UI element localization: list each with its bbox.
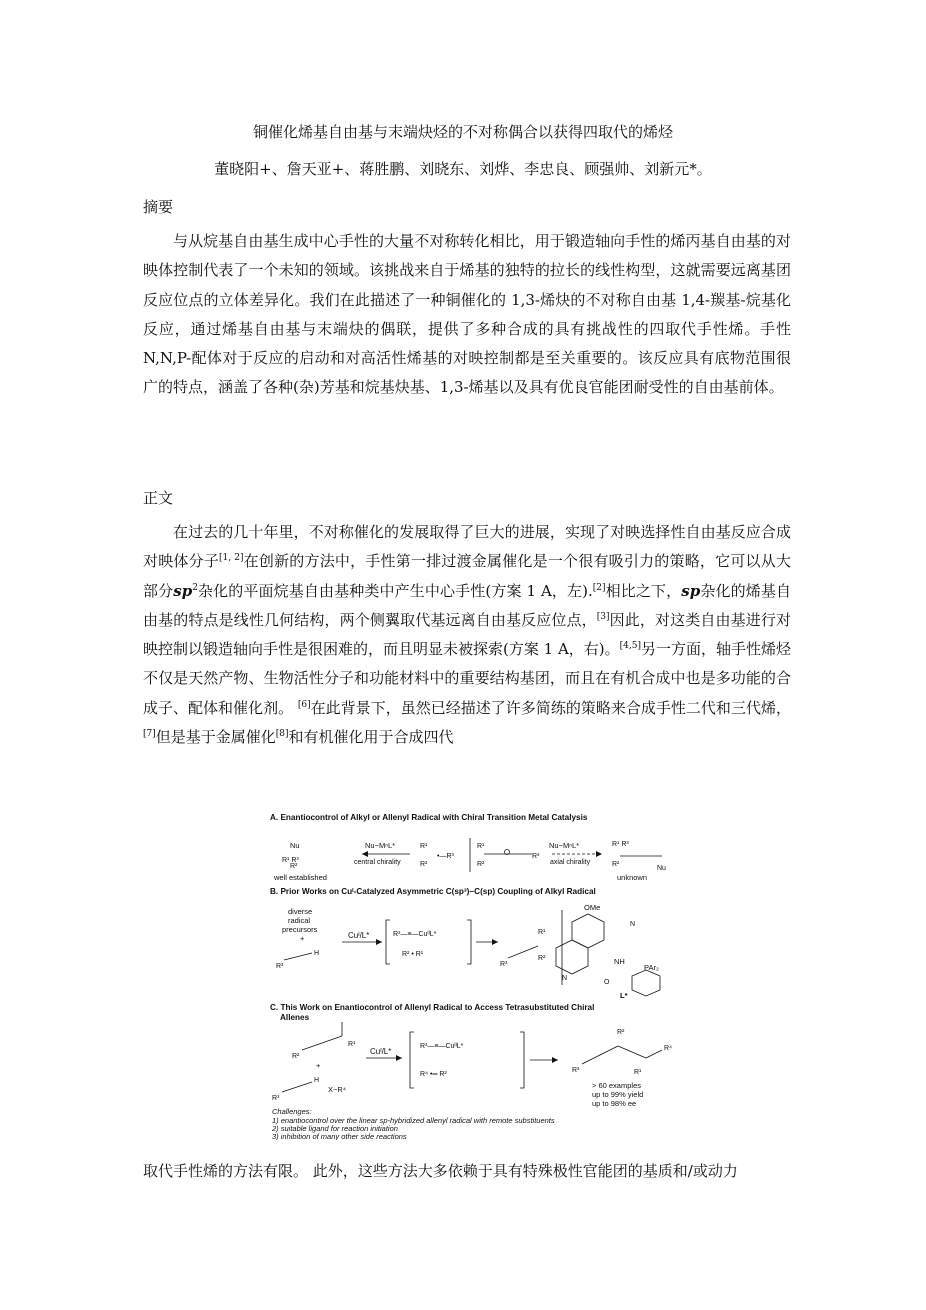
allenyl-r2: R² — [477, 861, 485, 868]
ligand-n: N — [562, 975, 568, 982]
product-c-r3: R³ — [572, 1067, 580, 1074]
result-yield: up to 99% yield — [592, 1090, 644, 1099]
bracket-c-right — [520, 1032, 524, 1088]
quinoline-ring-2 — [556, 940, 588, 974]
product-r-groups: R¹ R³ — [612, 841, 629, 848]
body-continued: 取代手性烯的方法有限。 此外，这些方法大多依赖于具有特殊极性官能团的基质和/或动力 — [143, 1162, 738, 1180]
body-text: 杂化的平面烷基自由基种类中产生中心手性(方案 1 A，左). — [197, 581, 593, 600]
arrow-head — [596, 851, 602, 857]
scheme-svg — [262, 810, 682, 1140]
product-c-r4: R⁴ — [664, 1045, 673, 1052]
body-text: 相比之下， — [605, 581, 682, 600]
nu-label: Nu — [290, 841, 300, 850]
body-text: 杂化的烯基自由基的特点是线性几何结构，两个侧翼取代基远离自由基反应位点， — [143, 581, 791, 629]
intermediate-r: R² • R¹ — [402, 951, 424, 958]
bracket-c-left — [410, 1032, 414, 1088]
section-c-title: C. This Work on Enantiocontrol of Allenyl Radical to Access Tetrasubstituted Chiral — [270, 1003, 595, 1012]
challenge-2: 2) suitable ligand for reaction initiation — [272, 1124, 398, 1133]
cu-complex: R³—≡—CuᴵᴵL* — [393, 931, 437, 938]
arrow-head — [552, 1057, 558, 1063]
alkyne-r3: R³ — [276, 963, 284, 970]
result-ee: up to 98% ee — [592, 1099, 637, 1108]
reagent-a1: Nu−MⁿL* — [365, 841, 396, 850]
product-c-r2: R² — [617, 1029, 625, 1036]
ome-label: OMe — [584, 903, 601, 912]
section-a-title: A. Enantiocontrol of Alkyl or Allenyl Radical with Chiral Transition Metal Catalysis — [270, 813, 588, 822]
author-list: 董晓阳+、詹天亚+、蒋胜鹏、刘晓东、刘烨、李忠良、顾强帅、刘新元*。 — [214, 160, 712, 178]
quinuclidine-n: N — [630, 921, 636, 928]
body-text: 但是基于金属催化 — [155, 728, 276, 747]
product-b-r2: R² — [538, 955, 546, 962]
body-text: 和有机催化用于合成四代 — [288, 728, 454, 747]
r2-label: R² — [290, 863, 298, 870]
enyne-r2: R² — [292, 1053, 300, 1060]
citation: [1, 2] — [219, 553, 244, 564]
plus-c: + — [316, 1061, 321, 1070]
alkyne-c — [282, 1082, 312, 1092]
product-r2: R² — [612, 861, 620, 868]
allenyl-r1: R¹ — [477, 843, 485, 850]
cat-b: Cuᴵ/L* — [348, 931, 370, 940]
axial-chirality-label: axial chirality — [550, 859, 591, 866]
product-c-alkyne — [582, 1046, 618, 1064]
radical-r2: R² — [420, 861, 428, 868]
abstract-heading: 摘要 — [143, 198, 174, 216]
product-b-r1: R¹ — [538, 929, 546, 936]
bracket-right — [467, 920, 471, 964]
arrow-head — [376, 939, 382, 945]
plus-b: + — [300, 934, 305, 943]
precursor-diverse: diverse — [288, 907, 313, 916]
product-c-allene — [618, 1046, 646, 1058]
citation: [4,5] — [619, 641, 641, 652]
body-text: 另一方面，轴手性烯烃不仅是天然产物、生物活性分子和功能材料中的重要结构基团，而且在有机合成中也是多功能的合成子、配体和催化剂。 — [143, 640, 791, 717]
r-groups: R¹ R³ — [282, 857, 299, 864]
precursor-precursors: precursors — [282, 925, 318, 934]
x-r4-label: X−R⁴ — [328, 1085, 347, 1094]
paper-title: 铜催化烯基自由基与末端炔烃的不对称偶合以获得四取代的烯烃 — [252, 123, 673, 141]
citation: [7] — [143, 729, 156, 740]
precursor-radical: radical — [288, 916, 311, 925]
product-b-bond — [508, 946, 538, 958]
unknown-label: unknown — [617, 873, 648, 882]
phenyl-ring — [632, 970, 660, 996]
radical-r1: R¹ — [420, 843, 428, 850]
product-c-chain — [646, 1050, 662, 1058]
alkyne-h: H — [314, 950, 320, 957]
arrow-head — [396, 1055, 402, 1061]
reagent-a2: Nu−MⁿL* — [549, 841, 580, 850]
product-c-r1: R¹ — [634, 1069, 642, 1076]
result-examples: > 60 examples — [592, 1081, 641, 1090]
citation: [3] — [596, 611, 610, 622]
body-text: 因此，对这类自由基进行对映控制以锻造轴向手性是很困难的，而且明显未被探索(方案 1 A，右)。 — [143, 610, 791, 659]
superscript: 2 — [192, 582, 198, 593]
section-c-title-2: Allenes — [280, 1013, 310, 1022]
body-heading: 正文 — [143, 489, 174, 507]
body-text: 在过去的几十年里，不对称催化的发展取得了巨大的进展，实现了对映选择性自由基反应合成对映体分子 — [143, 523, 791, 571]
sp2-term: sp — [173, 581, 193, 600]
arrow-head — [362, 851, 368, 857]
sp-term: sp — [681, 581, 701, 600]
nh-label: NH — [614, 957, 625, 966]
citation: [8] — [275, 729, 289, 740]
challenge-3: 3) inhibition of many other side reactions — [272, 1132, 407, 1140]
quinoline-ring — [572, 914, 604, 948]
well-established-label: well established — [274, 873, 327, 882]
citation: [2] — [592, 582, 606, 593]
body-text: 在此背景下，虽然已经描述了许多简练的策略来合成手性二代和三代烯， — [310, 698, 791, 717]
product-nu: Nu — [657, 865, 666, 872]
bracket-left — [386, 920, 390, 964]
radical-r3: •—R³ — [437, 853, 454, 860]
challenges-title: Challenges: — [272, 1107, 312, 1116]
par2-label: PAr₂ — [644, 963, 659, 972]
arrow-head — [492, 939, 498, 945]
carbonyl-o: O — [604, 979, 610, 986]
cu-complex-c: R³—≡—CuᴵᴵL* — [420, 1043, 464, 1050]
citation: [6] — [297, 699, 311, 710]
enyne-bond — [302, 1036, 342, 1050]
body-paragraph — [143, 518, 791, 752]
alkyne-c-h: H — [314, 1077, 320, 1084]
body-text: 在创新的方法中，手性第一排过渡金属催化是一个很有吸引力的策略，它可以从大部分 — [143, 552, 791, 600]
alkyne-b — [284, 953, 312, 960]
central-chirality-label: central chirality — [354, 859, 401, 866]
allenyl-r3: R³ — [532, 853, 540, 860]
product-b-r3: R³ — [500, 961, 508, 968]
enyne-r1: R¹ — [348, 1041, 356, 1048]
abstract-text: 与从烷基自由基生成中心手性的大量不对称转化相比，用于锻造轴向手性的烯丙基自由基的对映体控制代表了一个未知的领域。该挑战来自于烯基的独特的拉长的线性构型，这就需要远离基团反应位点的立体差异化。我们在此描述了一种铜催化的 1,3-烯炔的不对称自由基 1,4-羰基-烷基化反应，通过烯基自由基与末端炔的偶联，提供了多种合成的具有挑战性的四取代手性烯。手性 N,N,P-配体对于反应的启动和对高活性烯基的对映控制都是至关重要的。该反应具有底物范围很广的特点，涵盖了各种(杂)芳基和烷基炔基、1,3-烯基以及具有优良官能团耐受性的自由基前体。 — [143, 232, 791, 397]
challenge-1: 1) enantiocontrol over the linear sp-hybridized allenyl radical with remote substituents — [272, 1116, 555, 1125]
allenyl-intermediate: R⁴ •═ R² — [420, 1071, 447, 1078]
alkyne-c-r3: R³ — [272, 1095, 280, 1102]
cat-c: Cuᴵ/L* — [370, 1047, 392, 1056]
section-b-title: B. Prior Works on Cuᴵ-Catalyzed Asymmetric C(sp³)−C(sp) Coupling of Alkyl Radical — [270, 887, 596, 896]
scheme-figure — [262, 810, 682, 1140]
ligand-label: L* — [620, 991, 628, 1000]
